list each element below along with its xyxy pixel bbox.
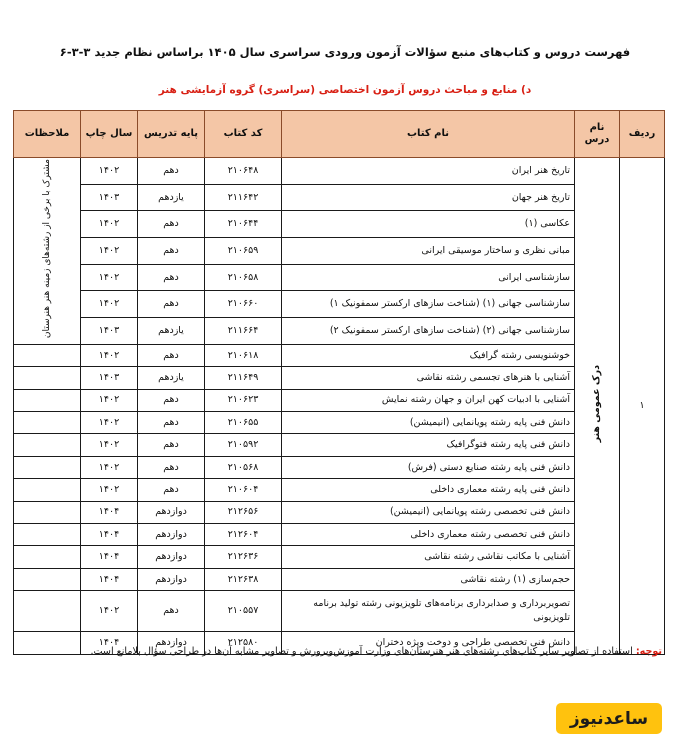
cell-teaching-grade: دهم — [138, 158, 205, 185]
cell-print-year: ۱۴۰۳ — [81, 367, 138, 389]
cell-book-name: خوشنویسی رشته گرافیک — [282, 344, 575, 366]
cell-book-code: ۲۱۰۵۶۸ — [205, 456, 282, 478]
document-title: فهرست دروس و کتاب‌های منبع سؤالات آزمون ورودی سراسری سال ۱۴۰۵ براساس نظام جدید ۳-۳-۶ — [59, 45, 631, 59]
cell-teaching-grade: دهم — [138, 479, 205, 501]
header-dars-name: نام درس — [575, 111, 620, 158]
note-text: استفاده از تصاویر سایر کتاب‌های رشته‌های هنر هنرستان‌های وزارت آموزش‌وپرورش و تصاویر مشابه آن‌ها در طراحی سؤال بلامانع است. — [90, 646, 633, 657]
cell-print-year: ۱۴۰۲ — [81, 591, 138, 632]
table-row — [14, 523, 665, 545]
dars-name-vertical-text: درک عمومی هنر — [590, 364, 602, 443]
cell-book-code: ۲۱۰۶۶۰ — [205, 291, 282, 318]
cell-remarks-empty — [14, 546, 81, 568]
cell-print-year: ۱۴۰۲ — [81, 434, 138, 456]
sources-table — [13, 110, 665, 655]
cell-print-year: ۱۴۰۲ — [81, 264, 138, 291]
table-header — [14, 111, 665, 158]
cell-print-year: ۱۴۰۴ — [81, 501, 138, 523]
cell-print-year: ۱۴۰۴ — [81, 632, 138, 654]
table-row — [14, 367, 665, 389]
cell-print-year: ۱۴۰۲ — [81, 344, 138, 366]
cell-remarks-empty — [14, 501, 81, 523]
cell-book-name: دانش فنی پایه رشته صنایع دستی (فرش) — [282, 456, 575, 478]
cell-teaching-grade: دهم — [138, 238, 205, 265]
cell-book-code: ۲۱۰۶۵۵ — [205, 412, 282, 434]
table-row — [14, 434, 665, 456]
cell-book-name: دانش فنی تخصصی رشته پویانمایی (انیمیشن) — [282, 501, 575, 523]
table-row — [14, 546, 665, 568]
cell-book-name: دانش فنی پایه رشته پویانمایی (انیمیشن) — [282, 412, 575, 434]
cell-remarks-empty — [14, 412, 81, 434]
table-row — [14, 264, 665, 291]
cell-remarks-empty — [14, 344, 81, 366]
cell-print-year: ۱۴۰۴ — [81, 546, 138, 568]
cell-book-code: ۲۱۰۵۹۲ — [205, 434, 282, 456]
cell-teaching-grade: دهم — [138, 291, 205, 318]
cell-print-year: ۱۴۰۲ — [81, 291, 138, 318]
table-row — [14, 291, 665, 318]
cell-teaching-grade: دهم — [138, 389, 205, 411]
remarks-vertical-text: مشترک با برخی از رشته‌های زمینه هنر هنرستان — [41, 159, 52, 339]
header-radif: ردیف — [620, 111, 665, 158]
note-label: توجه: — [635, 646, 662, 657]
cell-book-code: ۲۱۰۶۴۸ — [205, 158, 282, 185]
cell-radif: ۱ — [620, 158, 665, 655]
header-book-name: نام کتاب — [282, 111, 575, 158]
header-teaching-grade: پایه تدریس — [138, 111, 205, 158]
cell-book-code: ۲۱۲۶۰۴ — [205, 523, 282, 545]
cell-teaching-grade: دوازدهم — [138, 501, 205, 523]
cell-remarks-empty — [14, 389, 81, 411]
cell-print-year: ۱۴۰۲ — [81, 479, 138, 501]
footer-note — [28, 645, 662, 659]
cell-book-name: عکاسی (۱) — [282, 211, 575, 238]
cell-teaching-grade: دهم — [138, 264, 205, 291]
cell-book-name: دانش فنی تخصصی طراحی و دوخت ویژه دختران — [282, 632, 575, 654]
header-book-code: کد کتاب — [205, 111, 282, 158]
cell-book-code: ۲۱۲۶۵۶ — [205, 501, 282, 523]
table-row — [14, 184, 665, 211]
cell-remarks-empty — [14, 434, 81, 456]
table-row — [14, 389, 665, 411]
cell-book-code: ۲۱۱۶۴۲ — [205, 184, 282, 211]
cell-teaching-grade: یازدهم — [138, 184, 205, 211]
sources-table-container — [24, 110, 665, 655]
cell-book-name: آشنایی با ادبیات کهن ایران و جهان رشته نمایش — [282, 389, 575, 411]
cell-print-year: ۱۴۰۲ — [81, 238, 138, 265]
cell-print-year: ۱۴۰۳ — [81, 184, 138, 211]
cell-print-year: ۱۴۰۲ — [81, 412, 138, 434]
cell-remarks-empty — [14, 591, 81, 632]
cell-book-name: دانش فنی پایه رشته معماری داخلی — [282, 479, 575, 501]
cell-book-code: ۲۱۰۶۱۸ — [205, 344, 282, 366]
cell-book-code: ۲۱۲۶۳۸ — [205, 568, 282, 590]
cell-book-code: ۲۱۱۶۶۴ — [205, 318, 282, 345]
brand-logo — [556, 703, 662, 734]
table-row — [14, 238, 665, 265]
cell-remarks-empty — [14, 367, 81, 389]
brand-logo-text: ساعدنیوز — [569, 708, 649, 729]
table-row — [14, 568, 665, 590]
cell-book-code: ۲۱۰۶۰۴ — [205, 479, 282, 501]
header-remarks: ملاحظات — [14, 111, 81, 158]
cell-remarks — [14, 158, 81, 345]
cell-book-name: آشنایی با مکاتب نقاشی رشته نقاشی — [282, 546, 575, 568]
section-title: د) منابع و مباحث دروس آزمون اختصاصی (سراسری) گروه آزمایشی هنر — [158, 84, 532, 96]
cell-book-code: ۲۱۲۶۳۶ — [205, 546, 282, 568]
cell-book-name: حجم‌سازی (۱) رشته نقاشی — [282, 568, 575, 590]
cell-remarks-empty — [14, 456, 81, 478]
cell-teaching-grade: دوازدهم — [138, 568, 205, 590]
cell-print-year: ۱۴۰۳ — [81, 318, 138, 345]
cell-teaching-grade: یازدهم — [138, 367, 205, 389]
cell-book-name: تصویربرداری و صدابرداری برنامه‌های تلویزیونی رشته تولید برنامه تلویزیونی — [282, 591, 575, 632]
cell-print-year: ۱۴۰۲ — [81, 211, 138, 238]
table-row — [14, 591, 665, 632]
table-row — [14, 211, 665, 238]
cell-print-year: ۱۴۰۲ — [81, 456, 138, 478]
header-print-year: سال چاپ — [81, 111, 138, 158]
cell-book-code: ۲۱۰۶۴۴ — [205, 211, 282, 238]
cell-book-code: ۲۱۰۶۵۹ — [205, 238, 282, 265]
cell-book-name: دانش فنی تخصصی رشته معماری داخلی — [282, 523, 575, 545]
cell-teaching-grade: دهم — [138, 344, 205, 366]
table-row — [14, 318, 665, 345]
cell-book-name: سازشناسی جهانی (۱) (شناخت سازهای ارکستر سمفونیک ۱) — [282, 291, 575, 318]
cell-book-name: تاریخ هنر جهان — [282, 184, 575, 211]
cell-book-name: دانش فنی پایه رشته فتوگرافیک — [282, 434, 575, 456]
cell-book-name: تاریخ هنر ایران — [282, 158, 575, 185]
cell-remarks-empty — [14, 523, 81, 545]
table-row — [14, 412, 665, 434]
table-body — [14, 158, 665, 655]
cell-teaching-grade: دهم — [138, 456, 205, 478]
cell-teaching-grade: دوازدهم — [138, 632, 205, 654]
cell-book-code: ۲۱۲۵۸۰ — [205, 632, 282, 654]
cell-print-year: ۱۴۰۴ — [81, 568, 138, 590]
cell-teaching-grade: دهم — [138, 211, 205, 238]
cell-teaching-grade: دهم — [138, 434, 205, 456]
table-row — [14, 456, 665, 478]
cell-book-code: ۲۱۱۶۴۹ — [205, 367, 282, 389]
cell-book-name: سازشناسی جهانی (۲) (شناخت سازهای ارکستر سمفونیک ۲) — [282, 318, 575, 345]
cell-teaching-grade: دوازدهم — [138, 523, 205, 545]
cell-remarks-empty — [14, 479, 81, 501]
cell-book-name: سازشناسی ایرانی — [282, 264, 575, 291]
cell-book-name: آشنایی با هنرهای تجسمی رشته نقاشی — [282, 367, 575, 389]
cell-teaching-grade: دهم — [138, 591, 205, 632]
table-header-row — [14, 111, 665, 158]
cell-print-year: ۱۴۰۲ — [81, 158, 138, 185]
cell-book-code: ۲۱۰۵۵۷ — [205, 591, 282, 632]
cell-book-name: مبانی نظری و ساختار موسیقی ایرانی — [282, 238, 575, 265]
cell-remarks-empty — [14, 568, 81, 590]
cell-print-year: ۱۴۰۲ — [81, 389, 138, 411]
cell-teaching-grade: دهم — [138, 412, 205, 434]
cell-teaching-grade: دوازدهم — [138, 546, 205, 568]
cell-dars-name — [575, 158, 620, 655]
table-row — [14, 501, 665, 523]
table-row — [14, 479, 665, 501]
cell-book-code: ۲۱۰۶۵۸ — [205, 264, 282, 291]
table-row — [14, 158, 665, 185]
cell-book-code: ۲۱۰۶۲۳ — [205, 389, 282, 411]
table-row — [14, 344, 665, 366]
cell-print-year: ۱۴۰۴ — [81, 523, 138, 545]
cell-teaching-grade: یازدهم — [138, 318, 205, 345]
